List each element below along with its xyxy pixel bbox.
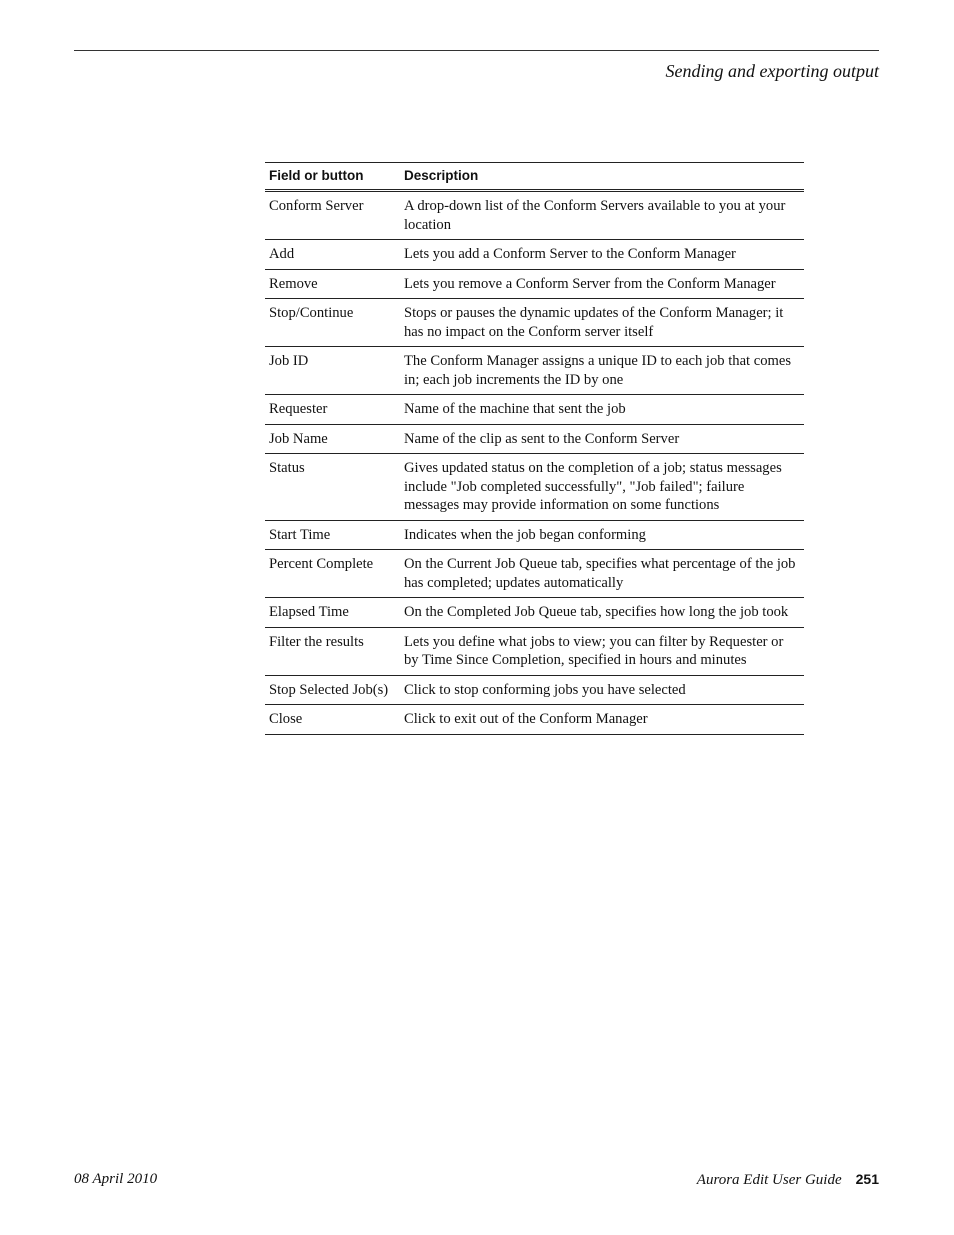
field-name-cell: Stop/Continue — [265, 299, 400, 347]
table-row — [265, 520, 804, 550]
field-name-cell: Status — [265, 454, 400, 521]
header-rule — [74, 50, 879, 51]
table-row — [265, 299, 804, 347]
table-row — [265, 424, 804, 454]
column-header-description: Description — [400, 163, 804, 191]
description-cell: Indicates when the job began conforming — [400, 520, 804, 550]
table-header-row — [265, 163, 804, 191]
field-name-cell: Conform Server — [265, 191, 400, 240]
description-cell: Gives updated status on the completion of a job; status messages include "Job completed successfully", "Job failed"; failure messages may provide information on some functions — [400, 454, 804, 521]
description-cell: On the Completed Job Queue tab, specifies how long the job took — [400, 598, 804, 628]
footer-guide-title: Aurora Edit User Guide — [696, 1172, 842, 1188]
field-name-cell: Percent Complete — [265, 550, 400, 598]
description-cell: Click to exit out of the Conform Manager — [400, 705, 804, 735]
table-row — [265, 395, 804, 425]
field-name-cell: Job ID — [265, 347, 400, 395]
description-cell: Click to stop conforming jobs you have selected — [400, 675, 804, 705]
table-row — [265, 598, 804, 628]
footer-right — [697, 1171, 879, 1189]
field-description-table — [265, 162, 804, 735]
description-cell: Lets you define what jobs to view; you can filter by Requester or by Time Since Completion, specified in hours and minutes — [400, 627, 804, 675]
field-name-cell: Requester — [265, 395, 400, 425]
description-cell: Lets you add a Conform Server to the Conform Manager — [400, 240, 804, 270]
table-row — [265, 347, 804, 395]
table-row — [265, 269, 804, 299]
description-cell: On the Current Job Queue tab, specifies what percentage of the job has completed; updates automatically — [400, 550, 804, 598]
running-head: Sending and exporting output — [665, 61, 879, 81]
footer-date: 08 April 2010 — [74, 1171, 158, 1187]
description-cell: Stops or pauses the dynamic updates of the Conform Manager; it has no impact on the Conform server itself — [400, 299, 804, 347]
field-description-table-container — [265, 162, 804, 735]
table-body — [265, 191, 804, 735]
description-cell: Name of the clip as sent to the Conform Server — [400, 424, 804, 454]
table-row — [265, 454, 804, 521]
description-cell: The Conform Manager assigns a unique ID to each job that comes in; each job increments the ID by one — [400, 347, 804, 395]
table-row — [265, 675, 804, 705]
table-row — [265, 240, 804, 270]
table-row — [265, 191, 804, 240]
field-name-cell: Remove — [265, 269, 400, 299]
field-name-cell: Filter the results — [265, 627, 400, 675]
field-name-cell: Job Name — [265, 424, 400, 454]
field-name-cell: Close — [265, 705, 400, 735]
description-cell: Lets you remove a Conform Server from the Conform Manager — [400, 269, 804, 299]
table-row — [265, 627, 804, 675]
description-cell: Name of the machine that sent the job — [400, 395, 804, 425]
field-name-cell: Start Time — [265, 520, 400, 550]
description-cell: A drop-down list of the Conform Servers available to you at your location — [400, 191, 804, 240]
table-row — [265, 550, 804, 598]
field-name-cell: Elapsed Time — [265, 598, 400, 628]
field-name-cell: Stop Selected Job(s) — [265, 675, 400, 705]
field-name-cell: Add — [265, 240, 400, 270]
column-header-field: Field or button — [265, 163, 400, 191]
table-row — [265, 705, 804, 735]
page-number: 251 — [855, 1171, 879, 1187]
